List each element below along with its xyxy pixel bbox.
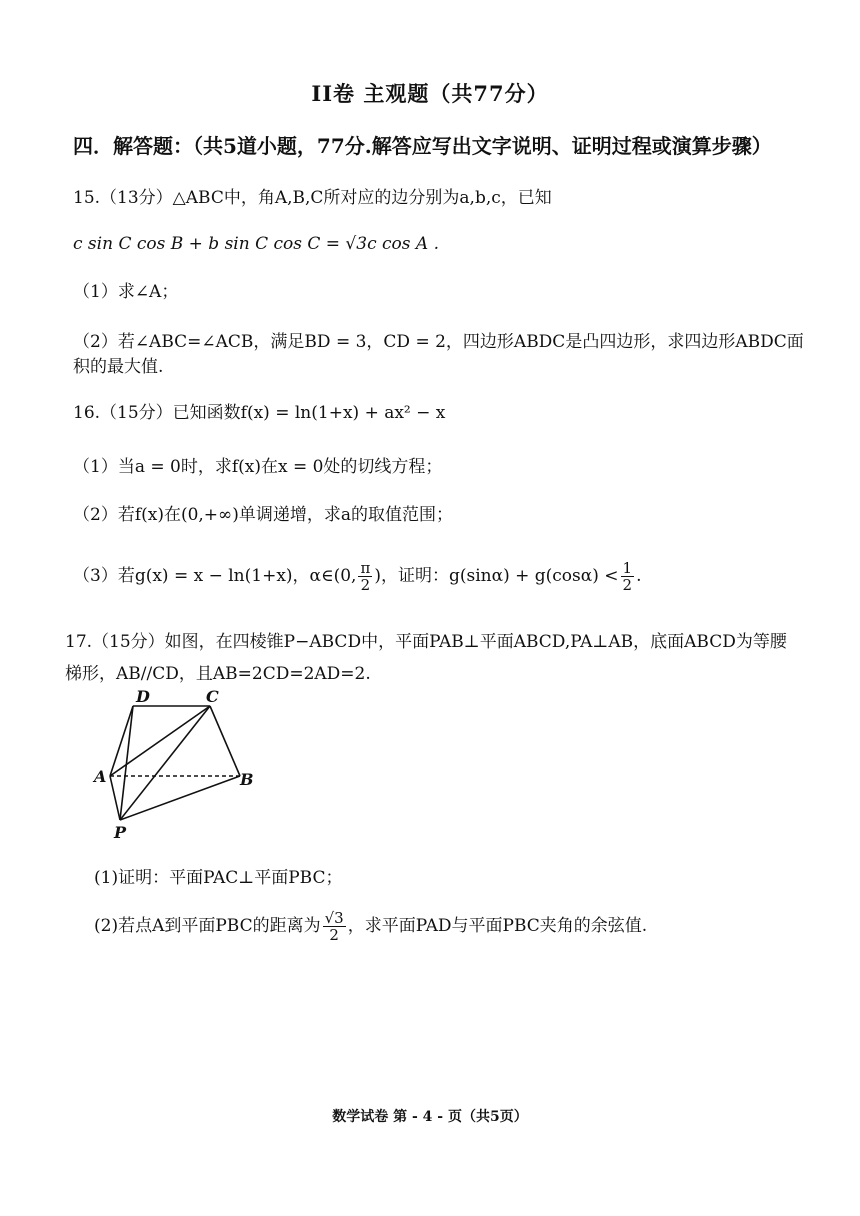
q16-part3-text-b: )，证明：g(sinα) + g(cosα) < <box>374 566 619 586</box>
q17-part1: (1)证明：平面PAC⊥平面PBC； <box>94 868 343 888</box>
q17-intro-line1: 17.（15分）如图，在四棱锥P−ABCD中，平面PAB⊥平面ABCD,PA⊥AB，底面ABCD为等腰 <box>65 632 787 652</box>
q17-part2 <box>94 910 647 943</box>
q16-part3-text-a: （3）若g(x) = x − ln(1+x)，α∈(0, <box>73 566 357 586</box>
q15-intro: 15.（13分）△ABC中，角A,B,C所对应的边分别为a,b,c，已知 <box>73 188 552 208</box>
root3-numerator: √3 <box>324 909 344 927</box>
label-c: C <box>206 688 219 706</box>
label-d: D <box>136 688 150 706</box>
q17-part2-text-a: (2)若点A到平面PBC的距离为 <box>94 916 321 936</box>
edge-cb <box>210 706 240 776</box>
root3-denominator: 2 <box>329 926 339 944</box>
label-a: A <box>94 767 107 786</box>
page-footer: 数学试卷 第 - 4 - 页（共5页） <box>332 1109 528 1125</box>
half-denominator: 2 <box>622 576 633 594</box>
edge-ac <box>110 706 210 776</box>
pi-denominator: 2 <box>360 576 371 594</box>
label-p: P <box>114 823 127 842</box>
pi-numerator: π <box>360 559 371 577</box>
q16-part1: （1）当a = 0时，求f(x)在x = 0处的切线方程； <box>73 457 443 477</box>
root3-over-2-fraction <box>323 910 346 943</box>
half-numerator: 1 <box>622 559 633 577</box>
page-title: II卷 主观题（共77分） <box>311 81 549 106</box>
edge-dp <box>120 706 133 820</box>
pyramid-figure <box>90 688 270 848</box>
q16-part3 <box>73 560 641 593</box>
section-heading: 四．解答题：（共5道小题，77分.解答应写出文字说明、证明过程或演算步骤） <box>73 134 772 158</box>
q15-part1: （1）求∠A； <box>73 282 179 302</box>
q15-part2-line2: 积的最大值. <box>73 357 164 377</box>
half-fraction <box>621 560 635 593</box>
edge-ap <box>110 776 120 820</box>
q17-part2-text-b: ，求平面PAD与平面PBC夹角的余弦值. <box>347 916 648 936</box>
q16-part3-end: . <box>636 566 642 586</box>
q15-formula: c sin C cos B + b sin C cos C = √3c cos A . <box>73 234 439 254</box>
q16-intro: 16.（15分）已知函数f(x) = ln(1+x) + ax² − x <box>73 403 446 423</box>
pi-over-2-fraction <box>358 560 372 593</box>
q16-part2: （2）若f(x)在(0,+∞)单调递增，求a的取值范围； <box>73 505 453 525</box>
q15-part2-line1: （2）若∠ABC=∠ACB，满足BD = 3，CD = 2，四边形ABDC是凸四边形，求四边形ABDC面 <box>73 332 804 352</box>
label-b: B <box>240 770 254 789</box>
q17-intro-line2: 梯形，AB//CD，且AB=2CD=2AD=2. <box>65 664 371 684</box>
